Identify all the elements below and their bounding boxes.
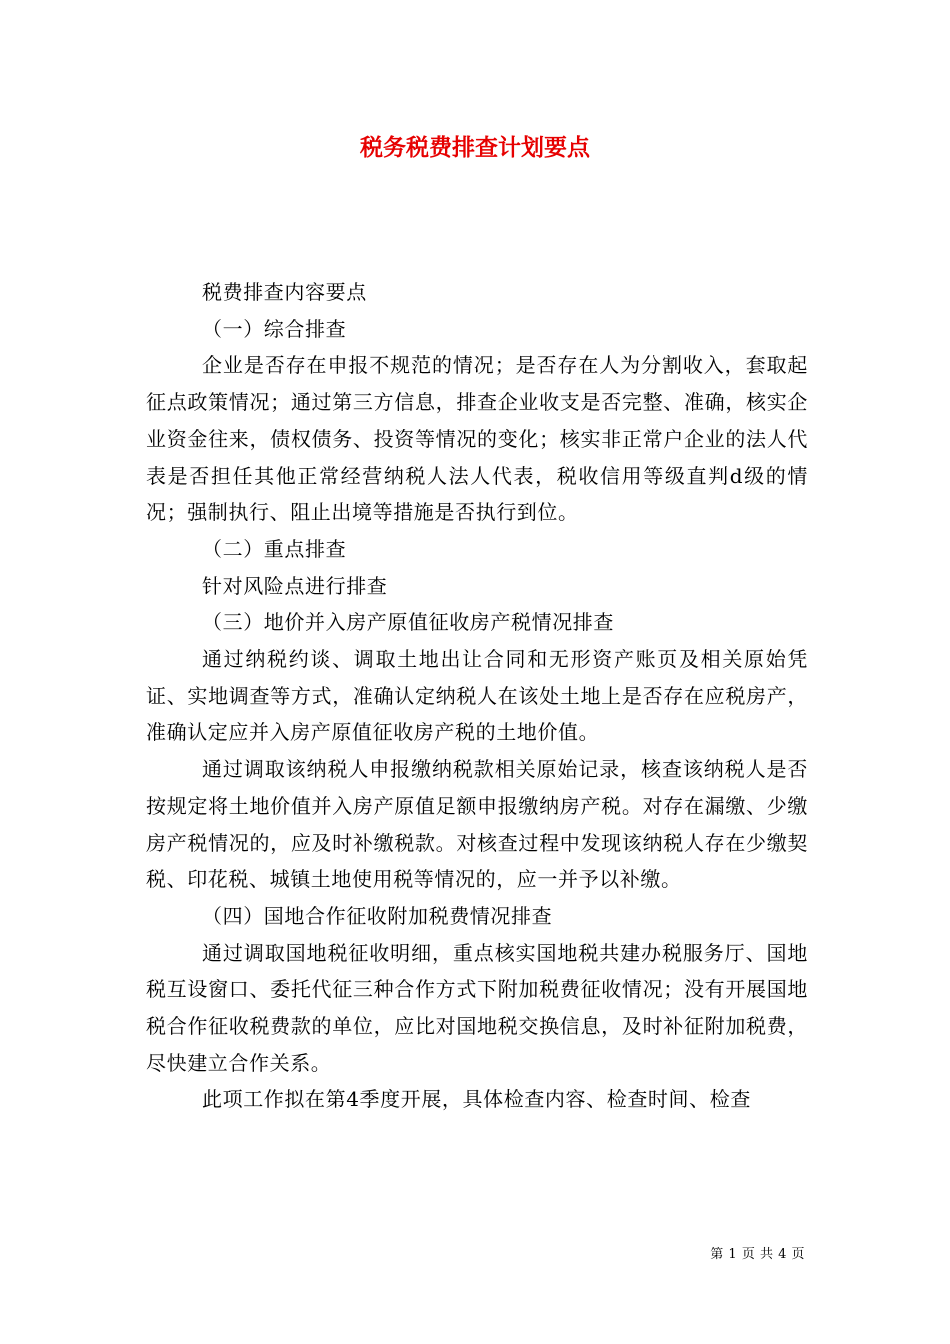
section-heading-3: （三）地价并入房产原值征收房产税情况排查 bbox=[202, 610, 614, 635]
paragraph: 通过纳税约谈、调取土地出让合同和无形资产账页及相关原始凭证、实地调查等方式，准确认定纳税人在该处土地上是否存在应税房产，准确认定应并入房产原值征收房产税的土地价值。 bbox=[146, 647, 808, 745]
paragraph: 此项工作拟在第4季度开展，具体检查内容、检查时间、检查 bbox=[202, 1087, 751, 1112]
paragraph: 企业是否存在申报不规范的情况；是否存在人为分割收入，套取起征点政策情况；通过第三方信息，排查企业收支是否完整、准确，核实企业资金往来，债权债务、投资等情况的变化；核实非正常户企业的法人代表是否担任其他正常经营纳税人法人代表，税收信用等级直判d级的情况；强制执行、阻止出境等措施是否执行到位。 bbox=[146, 353, 808, 525]
paragraph: 通过调取该纳税人申报缴纳税款相关原始记录，核查该纳税人是否按规定将土地价值并入房产原值足额申报缴纳房产税。对存在漏缴、少缴房产税情况的，应及时补缴税款。对核查过程中发现该纳税人存在少缴契税、印花税、城镇土地使用税等情况的，应一并予以补缴。 bbox=[146, 757, 808, 892]
section-heading-2: （二）重点排查 bbox=[202, 536, 347, 561]
page-number-footer: 第 1 页 共 4 页 bbox=[710, 1247, 805, 1262]
section-heading-1: （一）综合排查 bbox=[202, 316, 347, 341]
section-heading-4: （四）国地合作征收附加税费情况排查 bbox=[202, 903, 553, 928]
document-title: 税务税费排查计划要点 bbox=[360, 135, 590, 161]
document-body bbox=[146, 274, 808, 1118]
section-heading-overview: 税费排查内容要点 bbox=[202, 280, 367, 304]
paragraph: 通过调取国地税征收明细，重点核实国地税共建办税服务厅、国地税互设窗口、委托代征三种合作方式下附加税费征收情况；没有开展国地税合作征收税费款的单位，应比对国地税交换信息，及时补征附加税费，尽快建立合作关系。 bbox=[146, 940, 808, 1075]
paragraph: 针对风险点进行排查 bbox=[202, 573, 388, 598]
